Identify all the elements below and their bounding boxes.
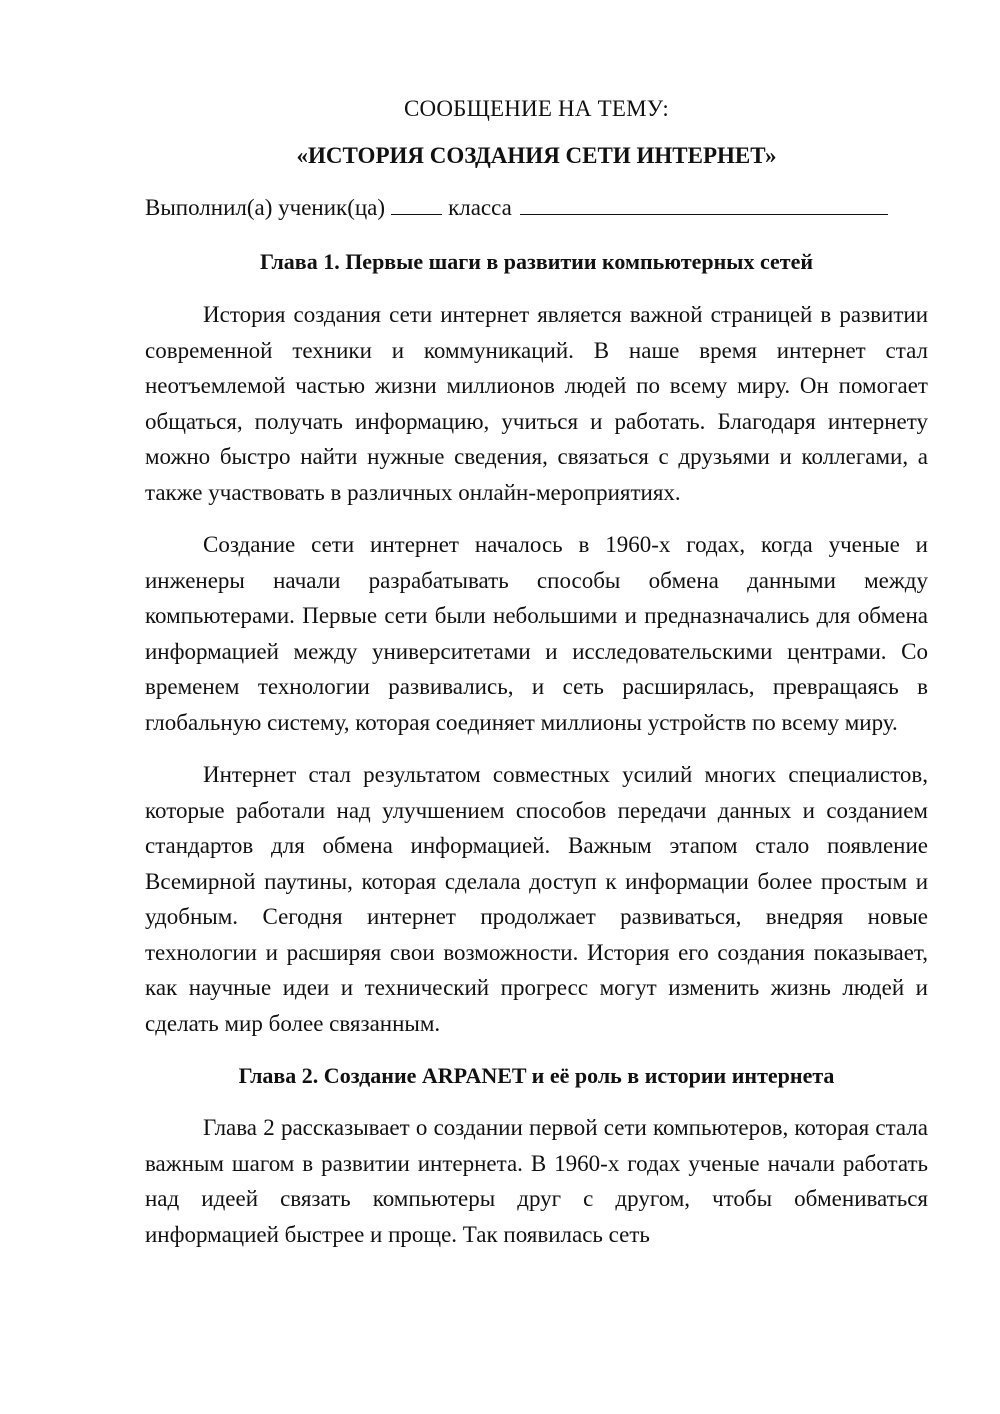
author-prefix: Выполнил(а) ученик(ца)	[145, 195, 386, 220]
chapter1-paragraph: Интернет стал результатом совместных усилий многих специалистов, которые работали над улучшением способов передачи данных и созданием стандартов для обмена информацией. Важным этапом стало появление Всемирной паутины, которая сделала доступ к информации более простым и удобным. Сегодня интернет продолжает развиваться, внедряя новые технологии и расширяя свои возможности. История его создания показывает, как научные идеи и технический прогресс могут изменить жизнь людей и сделать мир более связанным.	[145, 762, 928, 1036]
chapter1-heading: Глава 1. Первые шаги в развитии компьютерных сетей	[259, 249, 814, 274]
document-title-line1: СООБЩЕНИЕ НА ТЕМУ:	[404, 96, 669, 121]
chapter1-paragraph: История создания сети интернет является важной страницей в развитии современной техники и коммуникаций. В наше время интернет стал неотъемлемой частью жизни миллионов людей по всему миру. Он помогает общаться, получать информацию, учиться и работать. Благодаря интернету можно быстро найти нужные сведения, связаться с друзьями и коллегами, а также участвовать в различных онлайн-мероприятиях.	[145, 302, 928, 505]
grade-blank	[391, 192, 442, 215]
document-title-line2: «ИСТОРИЯ СОЗДАНИЯ СЕТИ ИНТЕРНЕТ»	[296, 143, 777, 168]
name-blank	[520, 192, 888, 215]
author-class-word: класса	[448, 195, 512, 220]
chapter2-heading: Глава 2. Создание ARPANET и её роль в истории интернета	[238, 1063, 835, 1088]
chapter2-paragraph: Глава 2 рассказывает о создании первой сети компьютеров, которая стала важным шагом в развитии интернета. В 1960-х годах ученые начали работать над идеей связать компьютеры друг с другом, чтобы обмениваться информацией быстрее и проще. Так появилась сеть	[145, 1115, 928, 1247]
chapter1-paragraph: Создание сети интернет началось в 1960-х годах, когда ученые и инженеры начали разрабатывать способы обмена данными между компьютерами. Первые сети были небольшими и предназначались для обмена информацией между университетами и исследовательскими центрами. Со временем технологии развивались, и сеть расширялась, превращаясь в глобальную систему, которая соединяет миллионы устройств по всему миру.	[145, 532, 928, 735]
author-line	[145, 191, 928, 225]
document-page	[145, 92, 928, 1252]
